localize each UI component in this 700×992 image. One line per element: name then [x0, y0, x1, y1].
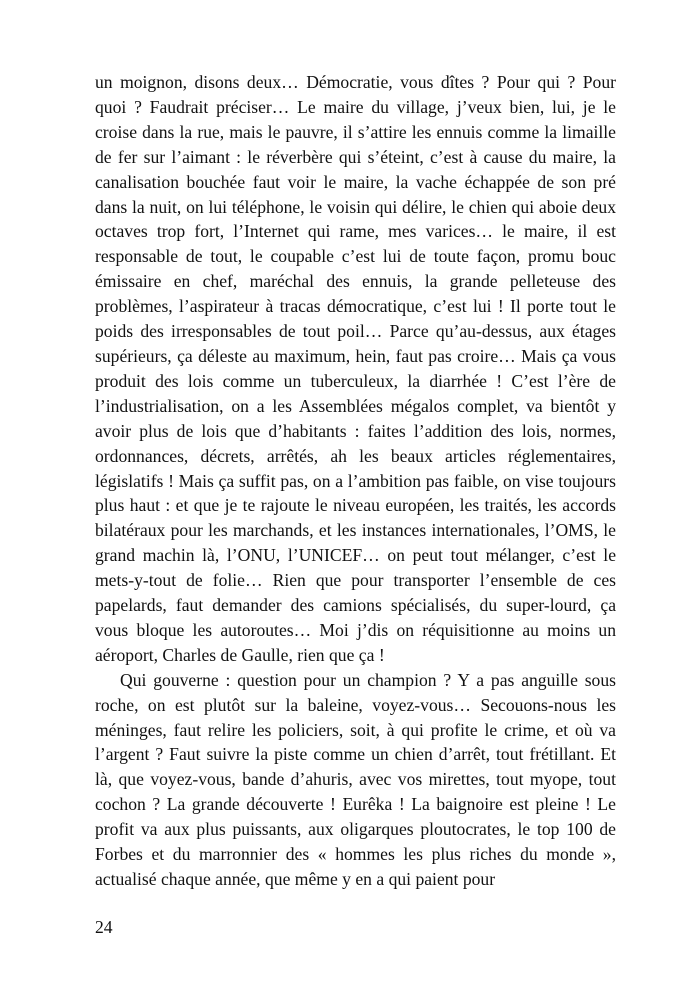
paragraph-continued: un moignon, disons deux… Démocratie, vous dîtes ? Pour qui ? Pour quoi ? Faudrait préciser… Le maire du village, j’veux bien, lui, je le croise dans la rue, mais le pauvre, il s’attire les ennuis comme la limaille de fer sur l’aimant : le réverbère qui s’éteint, c’est à cause du maire, la canalisation bouchée faut voir le maire, la vache échappée de son pré dans la nuit, on lui téléphone, le voisin qui délire, le chien qui aboie deux octaves trop fort, l’Internet qui rame, mes varices… le maire, il est responsable de tout, le coupable c’est lui de toute façon, promu bouc émissaire en chef, maréchal des ennuis, la grande pelleteuse des problèmes, l’aspirateur à tracas démocratique, c’est lui ! Il porte tout le poids des irresponsables de tout poil… Parce qu’au-dessus, aux étages supérieurs, ça déleste au maximum, hein, faut pas croire… Mais ça vous produit des lois comme un tuberculeux, la diarrhée ! C’est l’ère de l’industrialisation, on a les Assemblées mégalos complet, va bientôt y avoir plus de lois que d’habitants : faites l’addition des lois, normes, ordonnances, décrets, arrêtés, ah les beaux articles réglementaires, législatifs ! Mais ça suffit pas, on a l’ambition pas faible, on vise toujours plus haut : et que je te rajoute le niveau européen, les traités, les accords bilatéraux pour les marchands, et les instances internationales, l’OMS, le grand machin là, l’ONU, l’UNICEF… on peut tout mélanger, c’est le mets-y-tout de folie… Rien que pour transporter l’ensemble de ces papelards, faut demander des camions spécialisés, du super-lourd, ça vous bloque les autoroutes… Moi j’dis on réquisitionne au moins un aéroport, Charles de Gaulle, rien que ça ! — [95, 72, 616, 665]
page-number: 24 — [95, 917, 113, 937]
paragraph-qui-gouverne: Qui gouverne : question pour un champion ? Y a pas anguille sous roche, on est plutôt sur la baleine, voyez-vous… Secouons-nous les méninges, faut relire les policiers, soit, à qui profite le crime, et où va l’argent ? Faut suivre la piste comme un chien d’arrêt, tout frétillant. Et là, que voyez-vous, bande d’ahuris, avec vos mirettes, tout myope, tout cochon ? La grande découverte ! Eurêka ! La baignoire est pleine ! Le profit va aux plus puissants, aux oligarques ploutocrates, le top 100 de Forbes et du marronnier des « hommes les plus riches du monde », actualisé chaque année, que même y en a qui paient pour — [95, 669, 616, 889]
page-body — [95, 70, 616, 892]
